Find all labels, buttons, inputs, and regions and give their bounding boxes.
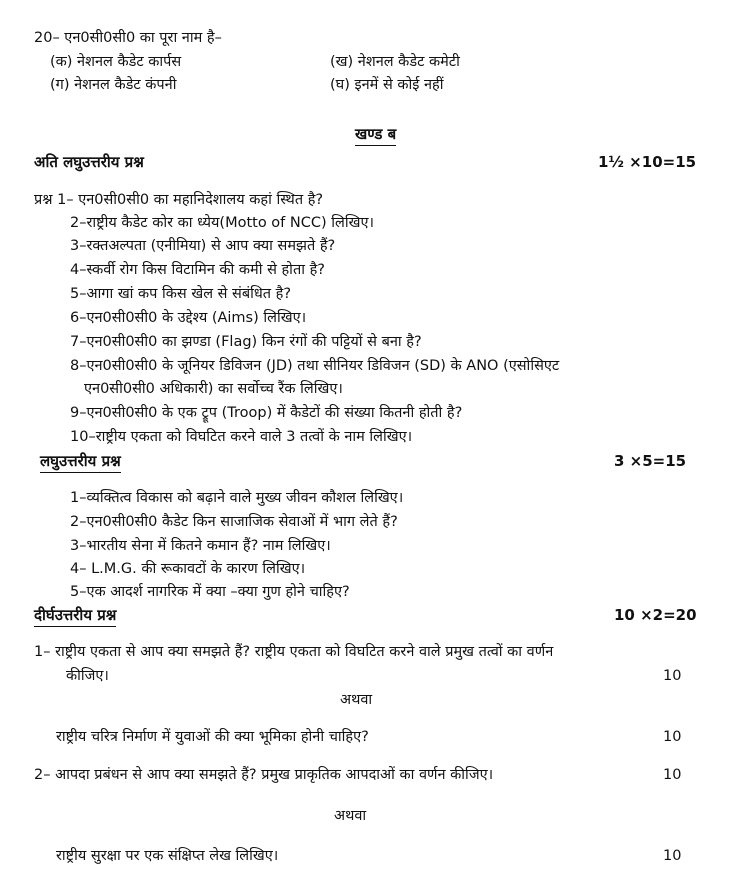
long-question-1-alt-marks: 10 <box>663 729 682 745</box>
section-b-title: खण्ड ब <box>355 124 396 146</box>
long-heading: दीर्घउत्तरीय प्रश्न <box>34 605 116 627</box>
vs-question-8: 8–एन0सी0सी0 के जूनियर डिविजन (JD) तथा सीनियर डिविजन (SD) के ANO (एसोसिएट <box>70 358 560 374</box>
or-divider-2: अथवा <box>334 808 367 824</box>
option-ka: (क) नेशनल कैडेट कार्पस <box>50 54 182 70</box>
vs-question-8-cont: एन0सी0सी0 अधिकारी) का सर्वोच्च रैंक लिखिए। <box>84 381 343 397</box>
option-gha: (घ) इनमें से कोई नहीं <box>330 77 444 93</box>
vs-question-2: 2–राष्ट्रीय कैडेट कोर का ध्येय(Motto of NCC) लिखिए। <box>70 215 374 231</box>
vs-question-3: 3–रक्तअल्पता (एनीमिया) से आप क्या समझते हैं? <box>70 238 336 254</box>
long-question-2: 2– आपदा प्रबंधन से आप क्या समझते हैं? प्रमुख प्राकृतिक आपदाओं का वर्णन कीजिए। <box>34 767 494 783</box>
very-short-heading: अति लघुउत्तरीय प्रश्न <box>34 153 144 171</box>
option-ga: (ग) नेशनल कैडेट कंपनी <box>50 77 177 93</box>
long-marks: 10 ×2=20 <box>614 606 697 624</box>
vs-question-7: 7–एन0सी0सी0 का झण्डा (Flag) किन रंगों की पट्टियों से बना है? <box>70 334 422 350</box>
option-kha: (ख) नेशनल कैडेट कमेटी <box>330 54 460 70</box>
vs-question-6: 6–एन0सी0सी0 के उद्देश्य (Aims) लिखिए। <box>70 310 307 326</box>
long-question-2-alt: राष्ट्रीय सुरक्षा पर एक संक्षिप्त लेख लिखिए। <box>56 848 279 864</box>
long-question-2-alt-marks: 10 <box>663 848 682 864</box>
vs-question-9: 9–एन0सी0सी0 के एक ट्रूप (Troop) में कैडेटों की संख्या कितनी होती है? <box>70 405 463 421</box>
vs-question-4: 4–स्कर्वी रोग किस विटामिन की कमी से होता है? <box>70 262 325 278</box>
long-question-1-alt: राष्ट्रीय चरित्र निर्माण में युवाओं की क्या भूमिका होनी चाहिए? <box>56 729 369 745</box>
short-question-4: 4– L.M.G. की रूकावटों के कारण लिखिए। <box>70 561 306 577</box>
question-20: 20– एन0सी0सी0 का पूरा नाम है– <box>34 30 222 46</box>
vs-question-1: प्रश्न 1– एन0सी0सी0 का महानिदेशालय कहां स्थित है? <box>34 192 324 208</box>
or-divider-1: अथवा <box>340 692 373 708</box>
long-question-1: 1– राष्ट्रीय एकता से आप क्या समझते हैं? राष्ट्रीय एकता को विघटित करने वाले प्रमुख तत्वों का वर्णन <box>34 644 554 660</box>
short-marks: 3 ×5=15 <box>614 452 687 470</box>
short-question-5: 5–एक आदर्श नागरिक में क्या –क्या गुण होने चाहिए? <box>70 584 350 600</box>
short-question-3: 3–भारतीय सेना में कितने कमान हैं? नाम लिखिए। <box>70 538 331 554</box>
long-question-2-marks: 10 <box>663 767 682 783</box>
long-question-1-marks: 10 <box>663 668 682 684</box>
short-heading: लघुउत्तरीय प्रश्न <box>40 451 121 473</box>
short-question-2: 2–एन0सी0सी0 कैडेट किन साजाजिक सेवाओं में भाग लेते हैं? <box>70 514 398 530</box>
vs-question-5: 5–आगा खां कप किस खेल से संबंधित है? <box>70 286 292 302</box>
very-short-marks: 1½ ×10=15 <box>598 153 697 171</box>
long-question-1-cont: कीजिए। <box>66 668 109 684</box>
short-question-1: 1–व्यक्तित्व विकास को बढ़ाने वाले मुख्य जीवन कौशल लिखिए। <box>70 490 404 506</box>
vs-question-10: 10–राष्ट्रीय एकता को विघटित करने वाले 3 तत्वों के नाम लिखिए। <box>70 429 413 445</box>
